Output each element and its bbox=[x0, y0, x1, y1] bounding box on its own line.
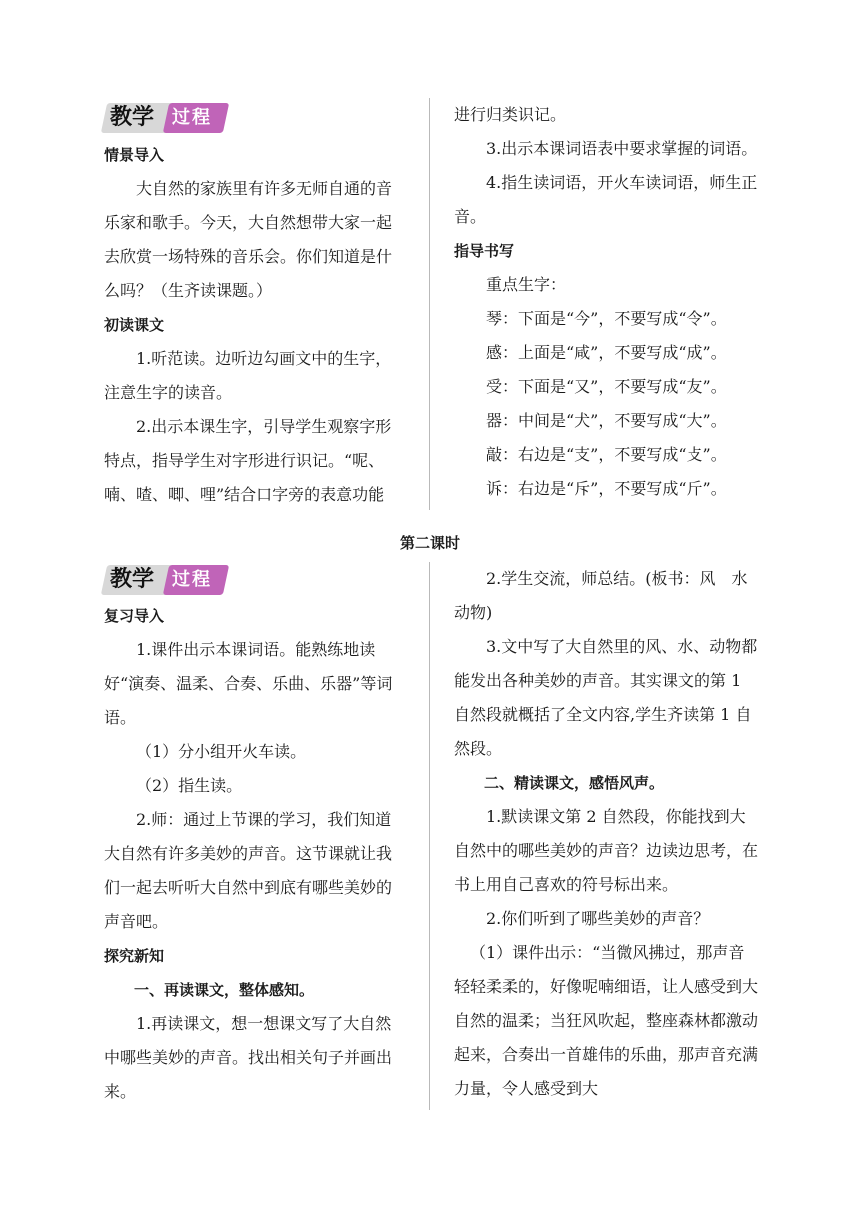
section-heading: 情景导入 bbox=[104, 146, 165, 164]
subsection-heading: 二、精读课文，感悟风声。 bbox=[484, 774, 665, 792]
paragraph: 2.你们听到了哪些美妙的声音？ bbox=[486, 909, 710, 928]
section-heading: 复习导入 bbox=[104, 607, 165, 625]
badge-label-process: 过程 bbox=[172, 107, 212, 128]
paragraph: 琴：下面是“今”，不要写成“令”。 bbox=[486, 309, 727, 328]
section1-left-column bbox=[104, 138, 406, 512]
section-heading: 指导书写 bbox=[454, 242, 515, 260]
paragraph: 4.指生读词语，开火车读词语，师生正音。 bbox=[454, 173, 758, 226]
paragraph: 1.课件出示本课词语。能熟练地读好“演奏、温柔、合奏、乐曲、乐器”等词语。 bbox=[104, 640, 393, 727]
paragraph: 3.文中写了大自然里的风、水、动物都能发出各种美妙的声音。其实课文的第 1 自然段就概括了全文内容,学生齐读第 1 自然段。 bbox=[454, 637, 758, 758]
paragraph: 2.师：通过上节课的学习，我们知道大自然有许多美妙的声音。这节课就让我们一起去听听大自然中到底有哪些美妙的声音吧。 bbox=[104, 810, 393, 931]
sub-item: （2）指生读。 bbox=[136, 776, 243, 795]
paragraph: 3.出示本课词语表中要求掌握的词语。 bbox=[486, 139, 758, 158]
paragraph-continuation: 进行归类识记。 bbox=[454, 105, 567, 124]
subsection-heading: 一、再读课文，整体感知。 bbox=[134, 981, 315, 999]
paragraph: 1.默读课文第 2 自然段，你能找到大自然中的哪些美妙的声音？边读边思考，在书上用自己喜欢的符号标出来。 bbox=[454, 807, 759, 894]
paragraph: 受：下面是“又”，不要写成“友”。 bbox=[486, 377, 727, 396]
section-badge bbox=[104, 103, 228, 133]
paragraph: 重点生字： bbox=[486, 275, 567, 294]
badge-label-process: 过程 bbox=[172, 569, 212, 590]
paragraph: （1）课件出示：“当微风拂过，那声音轻轻柔柔的，好像呢喃细语，让人感受到大自然的温柔；当狂风吹起，整座森林都激动起来，合奏出一首雄伟的乐曲，那声音充满力量，令人感受到大 bbox=[454, 943, 759, 1098]
section-heading: 探究新知 bbox=[104, 947, 165, 965]
paragraph: 感：上面是“咸”，不要写成“成”。 bbox=[486, 343, 727, 362]
paragraph: 敲：右边是“支”，不要写成“攴”。 bbox=[486, 445, 727, 464]
badge-label-teaching: 教学 bbox=[110, 567, 155, 592]
paragraph: 2.学生交流，师总结。(板书：风 水动物) bbox=[454, 569, 748, 622]
lesson-subtitle: 第二课时 bbox=[399, 534, 460, 552]
column-divider bbox=[429, 562, 430, 1110]
section-heading: 初读课文 bbox=[104, 316, 165, 334]
section2-right-column bbox=[454, 562, 758, 1106]
paragraph: 2.出示本课生字，引导学生观察字形特点，指导学生对字形进行识记。“呢、喃、喳、唧、哩”结合口字旁的表意功能 bbox=[104, 417, 392, 504]
column-divider bbox=[429, 98, 430, 510]
paragraph: 大自然的家族里有许多无师自通的音乐家和歌手。今天，大自然想带大家一起去欣赏一场特殊的音乐会。你们知道是什么吗？（生齐读课题。） bbox=[104, 179, 393, 300]
paragraph: 1.再读课文，想一想课文写了大自然中哪些美妙的声音。找出相关句子并画出来。 bbox=[104, 1014, 393, 1101]
paragraph: 器：中间是“犬”，不要写成“大”。 bbox=[486, 411, 727, 430]
section2-left-column bbox=[104, 599, 406, 1109]
section1-right-column bbox=[454, 98, 758, 506]
paragraph: 诉：右边是“斥”，不要写成“斤”。 bbox=[486, 479, 727, 498]
badge-label-teaching: 教学 bbox=[110, 105, 155, 130]
section-badge bbox=[104, 565, 228, 595]
sub-item: （1）分小组开火车读。 bbox=[136, 742, 307, 761]
paragraph: 1.听范读。边听边勾画文中的生字，注意生字的读音。 bbox=[104, 349, 392, 402]
